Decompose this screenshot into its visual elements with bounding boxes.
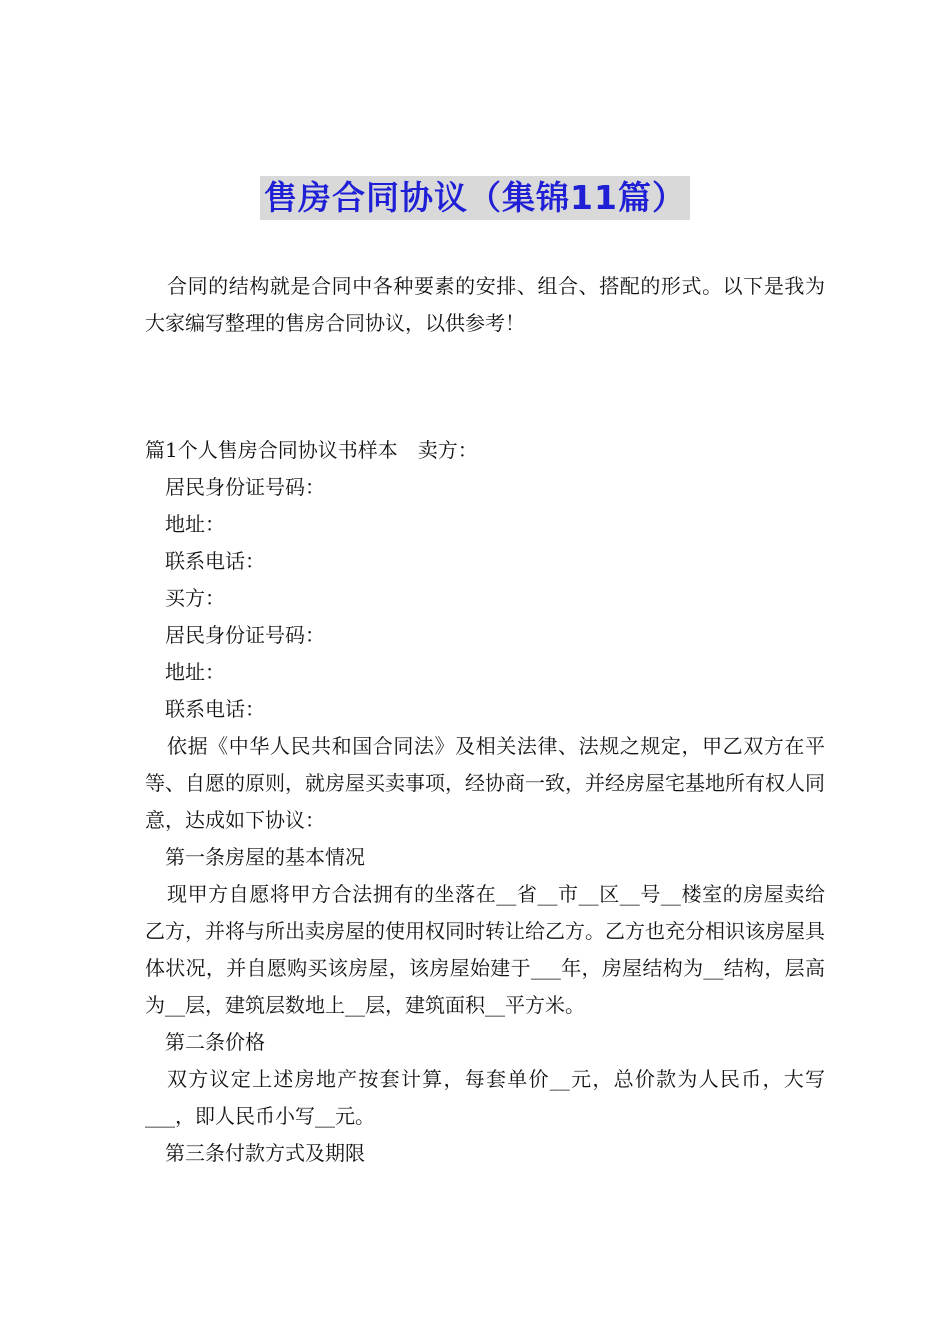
seller-address-field: 地址： [165,512,225,536]
article-1-body: 现甲方自愿将甲方合法拥有的坐落在__省__市__区__号__楼室的房屋卖给乙方，并将与所出卖房屋的使用权同时转让给乙方。乙方也充分相识该房屋具体状况，并自愿购买该房屋，该房屋始建于___年，房屋结构为__结构，层高为__层，建筑层数地上__层，建筑面积__平方米。 [145,882,825,1017]
buyer-field: 买方： [165,586,225,610]
title-container [0,176,950,220]
article-1-heading: 第一条房屋的基本情况 [165,845,365,869]
intro-paragraph: 合同的结构就是合同中各种要素的安排、组合、搭配的形式。以下是我为大家编写整理的售房合同协议，以供参考！ [145,274,825,335]
article-2-body: 双方议定上述房地产按套计算，每套单价__元，总价款为人民币，大写___，即人民币小写__元。 [145,1067,825,1128]
buyer-address-field: 地址： [165,660,225,684]
seller-phone-field: 联系电话： [165,549,265,573]
article-3-heading: 第三条付款方式及期限 [165,1141,365,1165]
seller-id-number-field: 居民身份证号码： [165,475,325,499]
document-body [145,268,825,1172]
buyer-id-number-field: 居民身份证号码： [165,623,325,647]
spacer [145,342,825,432]
section-heading: 篇1个人售房合同协议书样本 卖方： [145,438,478,462]
article-2-heading: 第二条价格 [165,1030,265,1054]
buyer-phone-field: 联系电话： [165,697,265,721]
preamble-paragraph: 依据《中华人民共和国合同法》及相关法律、法规之规定，甲乙双方在平等、自愿的原则，就房屋买卖事项，经协商一致，并经房屋宅基地所有权人同意，达成如下协议： [145,734,825,832]
document-title: 售房合同协议（集锦11篇） [260,176,690,220]
